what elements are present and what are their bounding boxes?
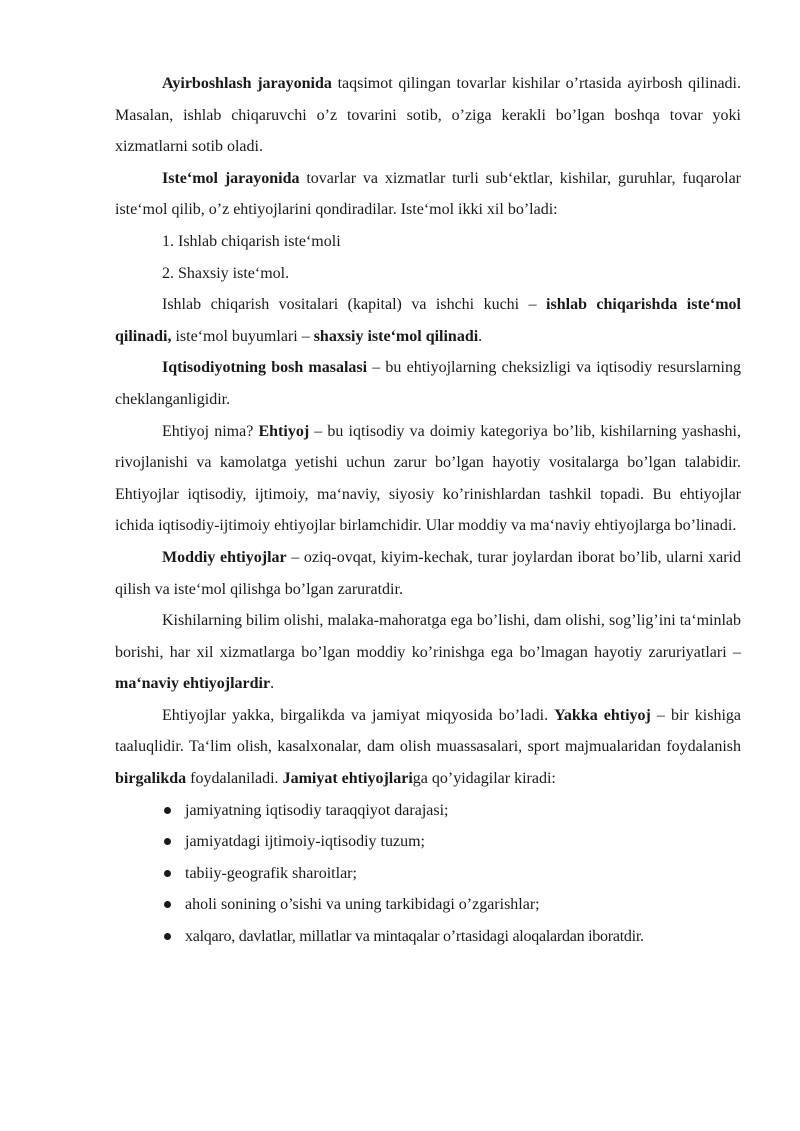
paragraph-yakka: Ehtiyojlar yakka, birgalikda va jamiyat miqyosida bo’ladi. Yakka ehtiyoj – bir kishiga taaluqlidir. Ta‘lim olish, kasalxonalar, dam olish muassasalari, sport majmualaridan foydalanish birgalikda foydalaniladi. Jamiyat ehtiyojlariga qo’yidagilar kiradi: [115,706,741,788]
term-istemol: Iste‘mol jarayonida [162,169,300,187]
list-item: xalqaro, davlatlar, millatlar va mintaqalar o’rtasidagi aloqalardan iboratdir. [115,921,741,953]
bullet-list [115,795,741,953]
paragraph-ehtiyoj: Ehtiyoj nima? Ehtiyoj – bu iqtisodiy va doimiy kategoriya bo’lib, kishilarning yashashi, rivojlanishi va kamolatga yetishi uchun zarur bo’lgan hayotiy vositalarga bo’lgan talabidir. Ehtiyojlar iqtisodiy, ijtimoiy, ma‘naviy, siyosiy ko’rinishlardan tashkil topadi. Bu ehtiyojlar ichida iqtisodiy-ijtimoiy ehtiyojlar birlamchidir. Ular moddiy va ma‘naviy ehtiyojlarga bo’linadi. [115,422,742,535]
bullet-icon [164,838,171,845]
term-ehtiyoj: Ehtiyoj [258,422,310,440]
list-item: tabiiy-geografik sharoitlar; [115,858,741,890]
numbered-item-2: 2. Shaxsiy iste‘mol. [162,264,290,282]
paragraph-ayirboshlash: Ayirboshlash jarayonida taqsimot qilingan tovarlar kishilar o’rtasida ayirbosh qilinadi. Masalan, ishlab chiqaruvchi o’z tovarini sotib, o’ziga kerakli bo’lgan boshqa tovar yoki xizmatlarni sotib oladi. [115,75,741,156]
paragraph-moddiy: Moddiy ehtiyojlar – oziq-ovqat, kiyim-kechak, turar joylardan iborat bo’lib, ularni xarid qilish va iste‘mol qilishga bo’lgan zaruratdir. [115,548,741,598]
bullet-icon [164,933,171,940]
term-ayirboshlash: Ayirboshlash jarayonida [162,75,332,92]
term-manaviy: ma‘naviy ehtiyojlardir [115,675,271,693]
paragraph-manaviy: Kishilarning bilim olishi, malaka-mahoratga ega bo’lishi, dam olishi, sog’lig’ini ta‘minlab borishi, har xil xizmatlarga bo’lgan moddiy ko’rinishga ega bo’lmagan hayotiy zaruriyatlari – ma‘naviy ehtiyojlardir. [115,612,741,693]
term-bosh-masala: Iqtisodiyotning bosh masalasi [162,359,368,377]
bullet-icon [164,807,171,814]
bullet-icon [164,870,171,877]
document-body [115,68,741,953]
bullet-icon [164,901,171,908]
list-item: jamiyatdagi ijtimoiy-iqtisodiy tuzum; [115,826,741,858]
paragraph-ishlab-chiqarish: Ishlab chiqarish vositalari (kapital) va ishchi kuchi – ishlab chiqarishda iste‘mol qilinadi, iste‘mol buyumlari – shaxsiy iste‘mol qilinadi. [115,296,741,345]
numbered-item-1: 1. Ishlab chiqarish iste‘moli [162,232,341,250]
list-item: jamiyatning iqtisodiy taraqqiyot darajasi; [115,795,741,827]
term-moddiy: Moddiy ehtiyojlar [162,548,287,566]
list-item: aholi sonining o’sishi va uning tarkibidagi o’zgarishlar; [115,889,741,921]
paragraph-istemol: Iste‘mol jarayonida tovarlar va xizmatlar turli sub‘ektlar, kishilar, guruhlar, fuqarolar iste‘mol qilib, o’z ehtiyojlarini qondiradilar. Iste‘mol ikki xil bo’ladi: [115,169,742,219]
paragraph-bosh-masala: Iqtisodiyotning bosh masalasi – bu ehtiyojlarning cheksizligi va iqtisodiy resurslarning cheklanganligidir. [115,359,741,408]
